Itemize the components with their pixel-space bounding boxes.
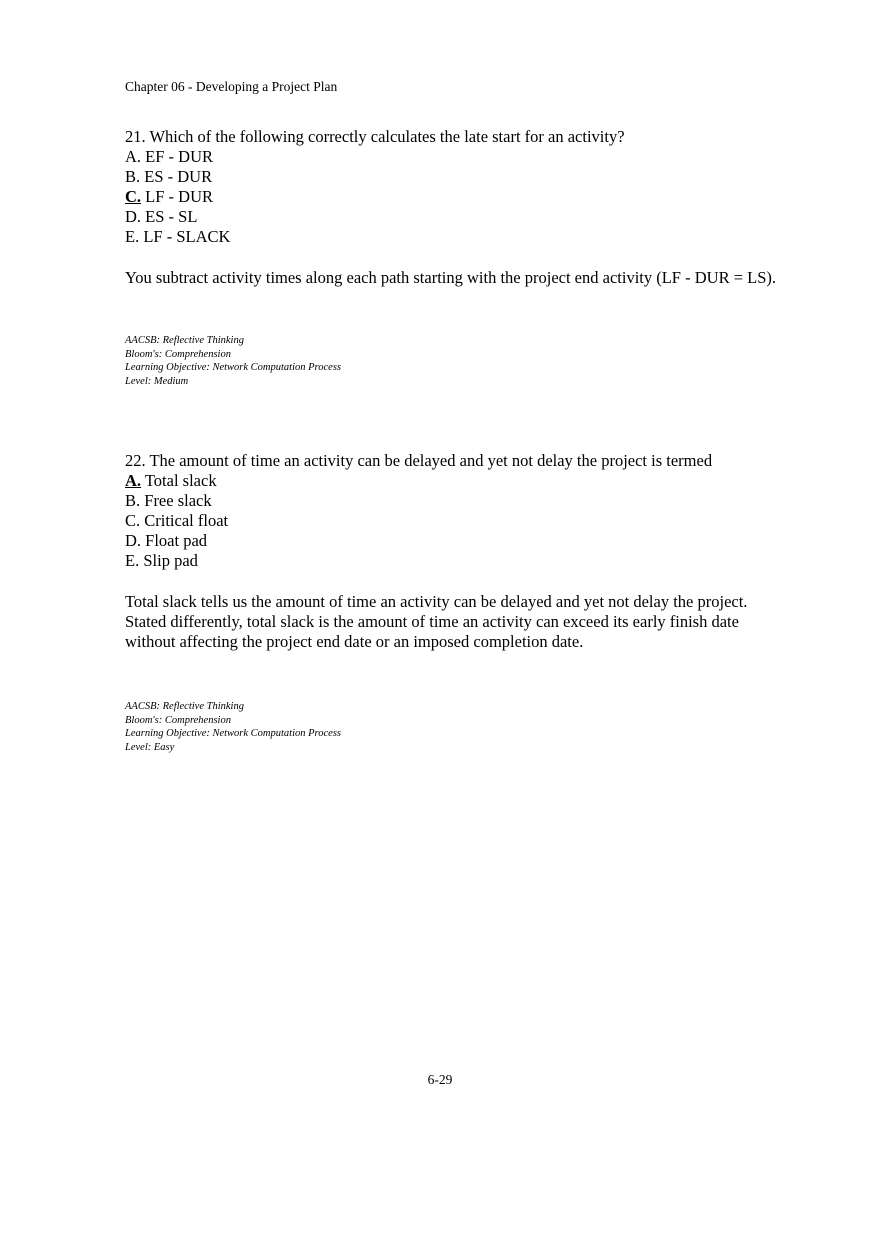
option-d [125,207,785,227]
question-metadata [125,700,785,754]
option-c [125,511,785,531]
option-a [125,147,785,167]
option-text: Slip pad [139,551,198,570]
learning-objective-tag: Learning Objective: Network Computation Process [125,728,341,739]
aacsb-tag: AACSB: Reflective Thinking [125,701,244,712]
option-e [125,551,785,571]
explanation: You subtract activity times along each path starting with the project end activity (LF - DUR = LS). [125,268,777,287]
option-text: LF - DUR [141,187,214,206]
option-a-correct [125,471,785,491]
explanation: Total slack tells us the amount of time an activity can be delayed and yet not delay the project. Stated differently, total slack is the amount of time an activity can exceed its early finish date without affecting the project end date or an imposed completion date. [125,592,748,651]
question-metadata [125,334,785,388]
option-text: ES - SL [141,207,198,226]
option-b [125,491,785,511]
question-stem: 21. Which of the following correctly calculates the late start for an activity? [125,127,625,146]
option-text: Free slack [140,491,212,510]
option-letter: C. [125,511,141,530]
option-text: Critical float [140,511,229,530]
option-letter: D. [125,531,142,550]
question-stem: 22. The amount of time an activity can be delayed and yet not delay the project is termed [125,451,713,470]
option-letter: E. [125,227,140,246]
level-tag: Level: Easy [125,741,175,753]
page-number: 6-29 [427,1072,453,1087]
option-letter: E. [125,551,140,570]
correct-option-letter: C. [125,187,142,206]
correct-option-letter: A. [125,471,142,490]
option-d [125,531,785,551]
option-text: ES - DUR [140,167,213,186]
page-header: Chapter 06 - Developing a Project Plan [125,79,338,94]
learning-objective-tag: Learning Objective: Network Computation Process [125,362,341,373]
level-tag: Level: Medium [125,375,189,387]
blooms-tag: Bloom's: Comprehension [125,714,231,726]
question-21 [125,127,785,388]
option-letter: B. [125,491,141,510]
option-e [125,227,785,247]
aacsb-tag: AACSB: Reflective Thinking [125,335,244,346]
option-text: Float pad [141,531,208,550]
blooms-tag: Bloom's: Comprehension [125,348,231,360]
option-letter: A. [125,147,142,166]
question-22 [125,451,785,754]
option-b [125,167,785,187]
option-letter: B. [125,167,141,186]
option-text: EF - DUR [141,147,214,166]
option-text: LF - SLACK [139,227,231,246]
option-c-correct [125,187,785,207]
option-text: Total slack [141,471,217,490]
option-letter: D. [125,207,142,226]
